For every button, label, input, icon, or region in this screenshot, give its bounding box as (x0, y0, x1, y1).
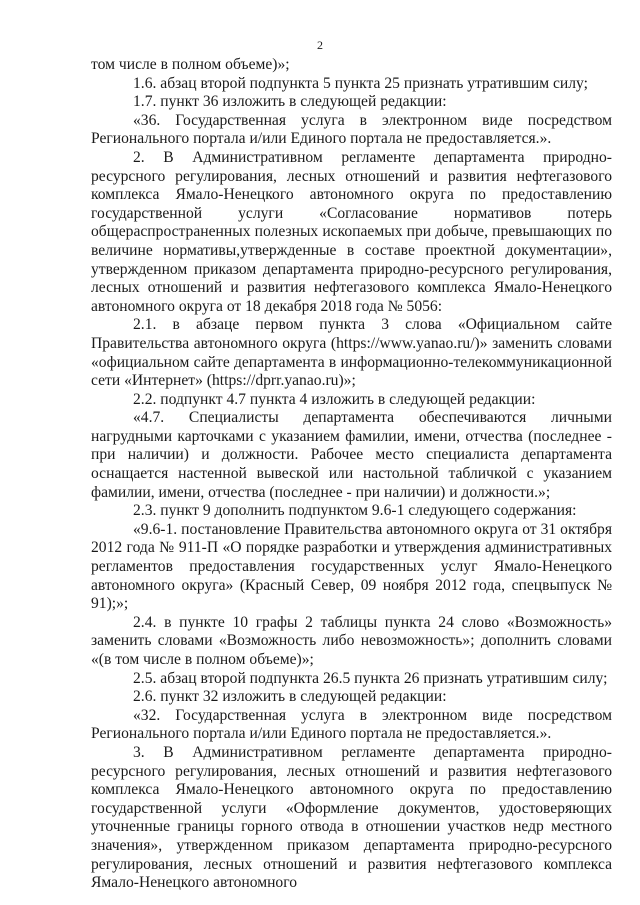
paragraph: 2.4. в пункте 10 графы 2 таблицы пункта 24 слово «Возможность» заменить словами «Возможность либо невозможность»; дополнить словами «(в том числе в полном объеме)»; (91, 613, 612, 668)
paragraph: 2.6. пункт 32 изложить в следующей редакции: (133, 688, 447, 706)
page-number: 2 (317, 38, 323, 52)
paragraph: «4.7. Специалисты департамента обеспечиваются личными нагрудными карточками с указанием фамилии, имени, отчества (последнее - при наличии) и должности. Рабочее место специалиста департамента оснащается настенной вывеской или настольной табличкой с указанием фамилии, имени, отчества (последнее - при наличии) и должности.»; (91, 409, 612, 501)
document-body (91, 56, 612, 893)
paragraph: «32. Государственная услуга в электронном виде посредством Регионального портала и/или Единого портала не предоставляется.». (91, 706, 612, 743)
paragraph: «9.6-1. постановление Правительства автономного округа от 31 октября 2012 года № 911-П «О порядке разработки и утверждения административных регламентов предоставления государственных услуг Ямало-Ненецкого автономного округа» (Красный Север, 09 ноября 2012 года, спецвыпуск № 91);»; (91, 520, 612, 613)
paragraph: 2. В Административном регламенте департамента природно-ресурсного регулирования, лесных отношений и развития нефтегазового комплекса Ямало-Ненецкого автономного округа по предоставлению государственной услуги «Согласование нормативов потерь общераспространенных полезных ископаемых при добыче, превышающих по величине нормативы,утвержденные в составе проектной документации», утвержденном приказом департамента природно-ресурсного регулирования, лесных отношений и развития нефтегазового комплекса Ямало-Ненецкого автономного округа от 18 декабря 2018 года № 5056: (91, 148, 612, 315)
paragraph: «36. Государственная услуга в электронном виде посредством Регионального портала и/или Единого портала не предоставляется.». (91, 111, 612, 148)
paragraph: 2.1. в абзаце первом пункта 3 слова «Официальном сайте Правительства автономного округа (https://www.yanao.ru/)» заменить словами «официальном сайте департамента в информационно-телекоммуникационной сети «Интернет» (https://dprr.yanao.ru)»; (91, 316, 612, 390)
paragraph: 1.6. абзац второй подпункта 5 пункта 25 признать утратившим силу; (133, 74, 588, 92)
paragraph: том числе в полном объеме)»; (91, 56, 290, 73)
paragraph: 2.2. подпункт 4.7 пункта 4 изложить в следующей редакции: (133, 390, 536, 408)
paragraph: 2.3. пункт 9 дополнить подпунктом 9.6-1 следующего содержания: (133, 502, 577, 520)
paragraph: 2.5. абзац второй подпункта 26.5 пункта 26 признать утратившим силу; (133, 669, 608, 687)
paragraph: 3. В Административном регламенте департамента природно-ресурсного регулирования, лесных отношений и развития нефтегазового комплекса Ямало-Ненецкого автономного округа по предоставлению государственной услуги «Оформление документов, удостоверяющих уточненные границы горного отвода в отношении участков недр местного значения», утвержденном приказом департамента природно-ресурсного регулирования, лесных отношений и развития нефтегазового комплекса Ямало-Ненецкого автономного (91, 743, 612, 892)
paragraph: 1.7. пункт 36 изложить в следующей редакции: (133, 93, 447, 111)
